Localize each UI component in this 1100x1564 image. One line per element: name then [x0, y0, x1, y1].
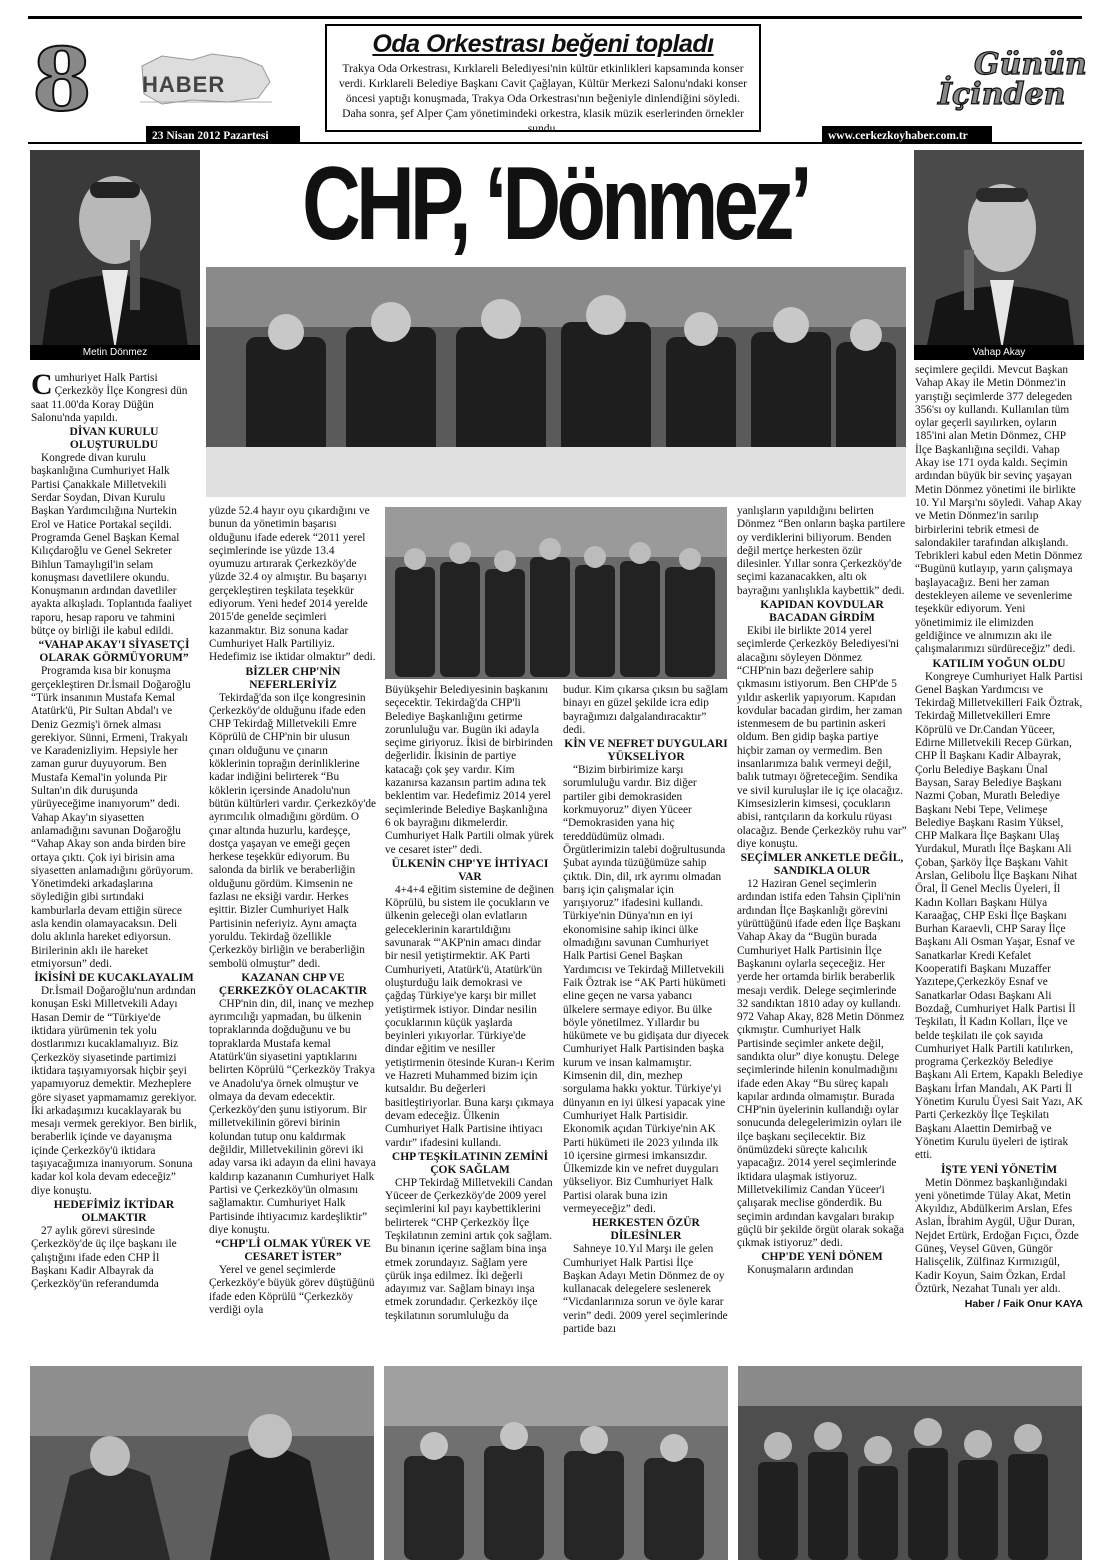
article-column-6 — [915, 364, 1083, 1360]
url-bar — [822, 126, 992, 142]
body-paragraph: Dr.İsmail Doğaroğlu'nun ardından konuşan Eski Milletvekili Adayı Hasan Demir de “Türkiye'de iktidara yürümenin tek yolu dostlarımızı kucaklamalıyız. Biz Çerkezköy siyasetinde partimizi iktidara taşıyamıyorsak hiçbir şeyi yapamıyoruz demektir. Mezheplere göre siyaset yapmamamız gerekiyor. İki arkadaşımızı kucaklayarak bu mesajı vermek gerekiyor. Ben birlik, beraberlik içinde ve dayanışma içinde Çerkezköy'ü iktidara taşıyacağımıza inanıyorum. Sonuna kadar kol kola devam edeceğiz” diye konuştu. — [31, 985, 197, 1197]
body-paragraph: seçimlere geçildi. Mevcut Başkan Vahap Akay ile Metin Dönmez'in yarıştığı seçimlerde 377 delegeden 356'sı oy kullandı. Kullanılan tüm oylar geçerli sayılırken, oyların 185'ini alan Metin Dönmez, CHP İlçe Başkanlığına seçildi. Vahap Akay ise 171 oyda kaldı. Seçimin ardından büyük bir sevinç yaşayan Metin Dönmez yönetimi ile birlikte 10. Yıl Marşı'nı söyledi. Vahap Akay ve Metin Dönmez'in sarılıp birbirlerini tebrik etmesi de salondakiler tarafından alkışlandı. Tebrikleri kabul eden Metin Dönmez “Bugünü kutlayıp, yarın çalışmaya başlayacağız. Beni her zaman destekleyen aileme ve sevenlerime teşekkür ediyorum. Yeni yönetimimiz ile elimizden geldiğince ve alnımızın akı ile çalışmalarımızı sürdüreceğiz” dedi. — [915, 364, 1083, 656]
subheading: HEDEFİMİZ İKTİDAR OLMAKTIR — [53, 1198, 175, 1224]
subheading: ÜLKENİN CHP'YE İHTİYACI VAR — [391, 857, 549, 883]
body-paragraph: Ekibi ile birlikte 2014 yerel seçimlerde Çerkezköy Belediyesi'ni alacağını söyleyen Dönmez “CHP'nin bazı değerlere sahip çıkmasını istiyorum. Ben CHP'de 5 yıldır askerlik yapıyorum. Kapıdan kovdular bacadan girdim, her zaman istenmesem de bu partinin askeri oldum. Ben gidip başka partiye hiçbir zaman oy vermedim. Ben insanlarımıza balık vermeyi değil, balık tutmayı öğreteceğim. Sendika ve sivil kuruluşlar ile iç içe olacağız. Kimsesizlerin kimsesi, çocukların abisi, rantçıların da korkulu rüyası olacağız. Bende Çerkezköy ruhu var” diye konuştu. — [737, 625, 907, 850]
website-url: www.cerkezkoyhaber.com.tr — [828, 130, 968, 142]
body-paragraph: yanlışların yapıldığını belirten Dönmez “Ben onların başka partilere oy verdiklerini biliyorum. Benden değil mertçe herkesten özür dilesinler. Yıllar sonra Çerkezköy'de seçimi kazanacakken, altı ok bayrağını yanlışlıkla kaybettik” dedi. — [737, 505, 906, 597]
body-paragraph: CHP'nin din, dil, inanç ve mezhep ayrımcılığı yapmadan, bu ülkenin topraklarında doğduğunu ve bu topraklarda Mustafa kemal Atatürk'ün siyasetini yaptıklarını belirten Köprülü “Çerkezköy Trakya ve Anadolu'ya örnek olmuştur ve olmaya da devam edecektir. Çerkezköy'den şunu istiyorum. Bir milletvekilinin görevi birinin kolundan tutup onu kaldırmak değildir, Milletvekilinin görevi iki aday varsa iki adayın da elini havaya kaldırıp kazananın Cumhuriyet Halk Partisi ve Çerkezköy'ün olmasını sağlamaktır. Cumhuriyet Halk Partisinde ihtiyacımız kardeşliktir” diye konuştu. — [209, 997, 376, 1236]
newspaper-logo — [132, 48, 278, 108]
teaser-box — [325, 24, 761, 135]
top-rule — [28, 16, 1082, 19]
drop-cap: C — [31, 372, 53, 401]
body-paragraph: Programda kısa bir konuşma gerçekleştiren Dr.İsmail Doğaroğlu “Türk insanının Mustafa Kemal Atatürk'ü, Pir Sultan Abdal'ı ve Deniz Gezmiş'i örnek alması gerekiyor. Sünni, Ermeni, Trakyalı ve Karadenizliyim. Hepsiyle her zaman gurur duyuyorum. Ben Mustafa Kemal'in yolunda Pir Sultan'ın dik duruşunda yürüyeceğime inanıyorum” dedi. Vahap Akay'ın siyasetten anlamadığını savunan Doğaroğlu “Vahap Akay son anda birden bire ortaya çıktı. Çok iyi birisin ama siyasetten anlamadığını görüyorum. Yönetimdeki arkadaşlarına söylediğin gibi sırtındaki kamburlarla devam ettiğin sürece asla kendin olamayacaksın. Deli dolu aklınla hareket ediyorsun. Birilerinin aklı ile hareket etmiyorsun” dedi. — [31, 665, 194, 970]
lead-paragraph: Cumhuriyet Halk Partisi Çerkezköy İlçe Kongresi dün saat 11.00'da Koray Düğün Salonu'nda yapıldı. — [31, 372, 188, 424]
subheading: KAZANAN CHP VE ÇERKEZKÖY OLACAKTIR — [218, 971, 368, 997]
body-paragraph: “Bizim birbirimize karşı sorumluluğu vardır. Biz diğer partiler gibi demokrasiden korkmuyoruz” diyen Yüceer “Demokrasiden yana hiç tereddüdümüz olmadı. Örgütlerimizin talebi doğrultusunda Şubat ayında tüzüğümüze sahip çıktık. Din, dil, ırk ayrımı olmadan barış için çalışmalar için yarışıyoruz” ifadesini kullandı. Türkiye'nin Dünya'nın en iyi ekonomisine sahip ikinci ülke olmadığını savunan Cumhuriyet Halk Partisi Genel Başkan Yardımcısı ve Tekirdağ Milletvekili Faik Öztrak ise “AK Parti hükümeti eline geçen ne varsa yabancı ülkelere sermaye ediyor. Bu ülke böyle yönetilmez. Yıllardır bu hükümete ve bu gidişata dur diyecek Cumhuriyet Halk Partisinden başka kurum ve insan kalmamıştır. Kimsenin dil, din, mezhep sorgulama hakkı yoktur. Türkiye'yi dünyanın en iyi ülkesi yapacak yine Cumhuriyet Halk Partisidir. Ekonomik açıdan Türkiye'nin AK Parti hükümeti ile 2023 yılında ilk 10 içersine girmesi imkansızdır. Ülkemizde kin ve nefret duyguları yükseliyor. Biz Cumhuriyet Halk Partisi olarak buna izin vermeyeceğiz” dedi. — [563, 764, 729, 1215]
date-bar — [146, 126, 300, 142]
subheading: DİVAN KURULU OLUŞTURULDU — [69, 426, 159, 452]
subheading: SEÇİMLER ANKETLE DEĞİL, SANDIKLA OLUR — [740, 852, 904, 878]
body-paragraph: Kongreye Cumhuriyet Halk Partisi Genel Başkan Yardımcısı ve Tekirdağ Milletvekilleri Faik Öztrak, Tekirdağ Milletvekilleri Emre Köprülü ve Dr.Candan Yüceer, Edirne Milletvekili Recep Gürkan, CHP İl Başkanı Kadir Albayrak, Çorlu Belediye Başkanı Ünal Baysan, Saray Belediye Başkanı Nazmi Çoban, Muratlı Belediye Başkanı Nebi Tepe, Velimeşe Belediye Başkanı Rasim Yüksel, CHP Malkara İlçe Başkanı Ulaş Yurdakul, Muratlı İlçe Başkanı Ali Çoban, Şarköy İlçe Başkanı Vahit Arslan, Gelibolu İlçe Başkanı Nihat Öral, İl Genel Meclis Üyeleri, İl Kadın Kolları Başkanı Hülya Karaağaç, CHP Eski İlçe Başkanı Burhan Karaevli, CHP Saray İlçe Başkanı Ali Osman Yaşar, Esnaf ve Sanatkarlar Kredi Kefalet Kooperatifi Başkanı Muzaffer Yazıtepe,Çerkezköy Esnaf ve Sanatkarlar Odası Başkanı Ali Bozdağ, Cumhuriyet Halk Partisi İl Teşkilatı, İl Kadın Kolları, İlçe ve belde teşkilatı ile çok sayıda Cumhuriyet Halk Partili katılırken, programa Çerkezköy Belediye Başkanı Ali Ertem, Kapaklı Belediye Başkanı İrfan Mandalı, AK Parti İl Yönetim Kurulu Üyesi Sait Yazı, AK Parti Çerkezköy İlçe Teşkilatı Başkanı Alaettin Demirbağ ve Yönetim Kurulu üyeleri de iştirak etti. — [915, 670, 1083, 1162]
headline: CHP, ‘Dönmez’ — [302, 146, 808, 262]
body-paragraph: 12 Haziran Genel seçimlerin ardından istifa eden Tahsin Çipli'nin ardından İlçe Başkanlığı görevini yürüttüğünü ifade eden İlçe Başkanı Vahap Akay da “Bugün burada Cumhuriyet Halk Partisinin İlçe Başkanını oylarla seçeceğiz. Her yerde her ortamda birlik beraberlik mesajı verdik. Delege seçimlerinde 32 sandıktan 1810 aday oy kullandı. 972 Vahap Akay, 828 Metin Dönmez çıkmıştır. Cumhuriyet Halk Partisinde seçimler ankete değil, sandıkta olur” diye konuştu. Delege seçimlerinde hilenin konulmadığını ifade eden Akay “Bu süreç kapalı kapılar ardında olmamıştır. Burada CHP'nin üyelerinin kullandığı oylar sonucunda delegelerimizin oyları ile ilçe başkanı seçilecektir. Biz önümüzdeki süreçte kalıcılık yapacağız. 2014 yerel seçimlerinde iktidara ulaşmak istiyoruz. Milletvekilimiz Candan Yüceer'i çalışarak meclise gönderdik. Bu seçimin ardından kavgaları bırakıp güçlü bir şekilde örgüt olarak sokağa çıkmak istiyoruz” dedi. — [737, 878, 905, 1250]
article-column-5 — [737, 505, 907, 1360]
body-paragraph: budur. Kim çıkarsa çıksın bu sağlam binayı en güzel şekilde icra edip bayrağımızı dalgalandıracaktır” dedi. — [563, 684, 729, 736]
article-column-1 — [31, 372, 197, 1360]
section-title-line2: İçinden — [938, 77, 1066, 112]
portrait-left-photo — [30, 150, 200, 360]
subheading: BİZLER CHP'NİN NEFERLERİYİZ — [245, 665, 341, 691]
body-paragraph: Büyükşehir Belediyesinin başkanını seçecektir. Tekirdağ'da CHP'li Belediye Başkanlığını getirme zorunluluğu var. Bugün iki adayla seçime giriyoruz. İkisi de birbirinden değerlidir. İkisinin de partiye katacağı çok şey vardır. Kim kazanırsa kazansın partim adına tek beklentim var. Hedefimiz 2014 yerel seçimlerinde Belediye Başkanlığına 6 ok bayrağını dikmelerdir. Cumhuriyet Halk Partili olmak yürek ve cesaret ister” dedi. — [385, 684, 554, 856]
portrait-right-caption: Vahap Akay — [914, 345, 1084, 360]
portrait-left-caption: Metin Dönmez — [30, 345, 200, 360]
subheading: İKİSİNİ DE KUCAKLAYALIM — [34, 972, 194, 985]
page-number: 8 — [32, 30, 92, 131]
article-column-3 — [385, 684, 555, 1360]
delegates-group-photo — [385, 507, 727, 679]
bottom-photo-center — [384, 1366, 728, 1560]
body-paragraph: yüzde 52.4 hayır oyu çıkardığını ve bunun da yönetimin başarısı olduğunu ifade ederek “2011 yerel seçimlerinde ise yüzde 13.4 oyumuzu artırarak Çerkezköy'de yüzde 32.4 oy almıştır. Bu başarıyı gerçekleştiren teşkilata teşekkür ediyorum. Yeni hedef 2014 yerelde 2015'de genelde seçimleri kazanmaktır. Biz sonuna kadar Cumhuriyet Halk Partiliyiz. Hedefimiz ise iktidar olmaktır” dedi. — [209, 505, 376, 664]
bottom-photo-right — [738, 1366, 1082, 1560]
body-paragraph: Yerel ve genel seçimlerde Çerkezköy'e büyük görev düştüğünü ifade eden Köprülü “Çerkezköy verdiği oyla — [209, 1264, 375, 1317]
subheading: HERKESTEN ÖZÜR DİLESİNLER — [592, 1217, 700, 1243]
body-paragraph: Kongrede divan kurulu başkanlığına Cumhuriyet Halk Partisi Çanakkale Milletvekili Serdar Soydan, Divan Kurulu Başkan Yardımcılığına Nurtekin Erol ve Hatice Portakal seçildi. Programda Genel Başkan Kemal Kılıçdaroğlu ve Genel Sekreter Bihlun Tamaylıgil'in selam konuşması davetlilere okundu. Konuşmanın ardından davetliler ayakta alkışladı. Toplantıda faaliyet raporu, hesap raporu ve tahmini bütçe oy birliği ile kabul edildi. — [31, 452, 192, 638]
subheading: CHP'DE YENİ DÖNEM — [761, 1251, 883, 1264]
article-column-2 — [209, 505, 377, 1360]
article-column-4 — [563, 684, 729, 1360]
body-paragraph: 4+4+4 eğitim sistemine de değinen Köprülü, bu sistem ile çocukların ve ülkenin geleceği olan evlatların geleceklerinin karartıldığını savunarak “'AKP'nin amacı dindar bir nesil yetiştirmektir. AK Parti Cumhuriyeti, Atatürk'ü, Atatürk'ün oluşturduğu laik demokrasi ve çağdaş Türkiye'ye karşı bir millet yetiştirmek istiyor. Dindar nesilin çocuklarının küçük yaşlarda beyinleri yıkıyorlar. Türkiye'de dindar eğitim ve nesiller yetiştirmenin ötesinde Kuran-ı Kerim ve Hazreti Muhammed bizim için kutsaldır. Bu değerleri basitleştiriyorlar. Buna karşı çıkmaya devam edeceğiz. Ülkenin Cumhuriyet Halk Partisine ihtiyacı vardır” ifadesini kullandı. — [385, 883, 555, 1149]
subheading: İŞTE YENİ YÖNETİM — [940, 1163, 1058, 1176]
subheading: KAPIDAN KOVDULAR BACADAN GİRDİM — [760, 599, 884, 625]
subheading: KİN VE NEFRET DUYGULARI YÜKSELİYOR — [564, 738, 728, 764]
main-group-photo — [206, 267, 906, 497]
section-title — [934, 46, 1087, 116]
teaser-body: Trakya Oda Orkestrası, Kırklareli Belediyesi'nin kültür etkinlikleri kapsamında konser verdi. Kırklareli Belediye Başkanı Cavit Çağlayan, Kültür Merkezi Salonu'ndaki konser öncesi yaptığı konuşmada, Trakya Oda Orkestrası'nın beğeniyle dinlendiğini söyledi. Daha sonra, şef Alper Çam yönetimindeki orkestra, klasik müzik eserlerinden örnekler sundu. — [338, 62, 748, 135]
logo-text: HABER — [142, 72, 226, 97]
portrait-right-photo — [914, 150, 1084, 360]
body-paragraph: Tekirdağ'da son ilçe kongresinin Çerkezköy'de olduğunu ifade eden CHP Tekirdağ Milletvekili Emre Köprülü de CHP'nin bir ulusun çınarı olduğunu ve çınarın köklerinin toprağın derinliklerine kadar indiğini belirterek “Bu köklerin içersinde Anadolu'nun bütün kültürleri vardır. Çerkezköy'de ayrımcılık olmadığını gördüm. O çınar altında huzurlu, kardeşçe, dostça yaşayan ve emeği geçen herkese teşekkür ediyorum. Bu salonda da birlik ve beraberliğin olduğunu gördüm. Kimsenin ne fazlası ne eksiği vardır. Herkes eşittir. Bizler Cumhuriyet Halk Partisinin neferiyiz. Aynı amaçta yoruldu. Tekirdağ özellikle Çerkezköy birliğin ve beraberliğin sembolü olmuştur” dedi. — [209, 691, 377, 970]
subheading: CHP TEŞKİLATININ ZEMİNİ ÇOK SAĞLAM — [391, 1150, 549, 1176]
teaser-title: Oda Orkestrası beğeni topladı — [372, 30, 714, 58]
body-paragraph: Metin Dönmez başkanlığındaki yeni yönetimde Tülay Akat, Metin Akyıldız, Abdülkerim Arslan, Efes Aslan, İbrahim Aygül, Uğur Duran, Nejdet Ertürk, Erdoğan Fıçıcı, Özde Güneş, Veysel Güven, Güngör Halisçelik, Zülfinaz Kırmızıgül, Kadir Koyun, Saim Özkan, Erdal Öztürk, Nezahat Tunalı yer aldı. — [915, 1176, 1079, 1295]
body-paragraph: Konuşmaların ardından — [747, 1264, 854, 1277]
body-paragraph: Sahneye 10.Yıl Marşı ile gelen Cumhuriyet Halk Partisi İlçe Başkan Adayı Metin Dönmez de oy kullanacak delegelere seslenerek “Vicdanlarınıza sorun ve öyle karar verin” dedi. 2009 yerel seçimlerinde partide bazı — [563, 1243, 728, 1336]
body-paragraph: 27 aylık görevi süresinde Çerkezköy'de üç ilçe başkanı ile çalıştığını ifade eden CHP İl Başkanı Kadir Albayrak da Çerkezköy'ün referandumda — [31, 1224, 177, 1291]
bottom-photo-left — [30, 1366, 374, 1560]
subheading: “VAHAP AKAY'I SİYASETÇİ OLARAK GÖRMÜYORUM” — [38, 639, 190, 665]
issue-date: 23 Nisan 2012 Pazartesi — [152, 130, 269, 142]
article-byline: Haber / Faik Onur KAYA — [964, 1298, 1083, 1311]
body-paragraph: CHP Tekirdağ Milletvekili Candan Yüceer de Çerkezköy'de 2009 yerel seçimlerini kıl payı kaybettiklerini belirterek “CHP Çerkezköy İlçe Teşkilatının zemini artık çok sağlam. Bu binanın içerine sağlam bina inşa etmek zorundayız. Sağlam yere çürük inşa edilmez. İki değerli adayımız var. Sağlam binayı inşa etmek zorundadır. Çerkezköy ilçe teşkilatının sorumluluğu da — [385, 1176, 553, 1322]
subheading: KATILIM YOĞUN OLDU — [932, 657, 1066, 670]
subheading: “CHP'Lİ OLMAK YÜREK VE CESARET İSTER” — [215, 1238, 371, 1264]
section-title-line1: Günün — [974, 47, 1087, 82]
